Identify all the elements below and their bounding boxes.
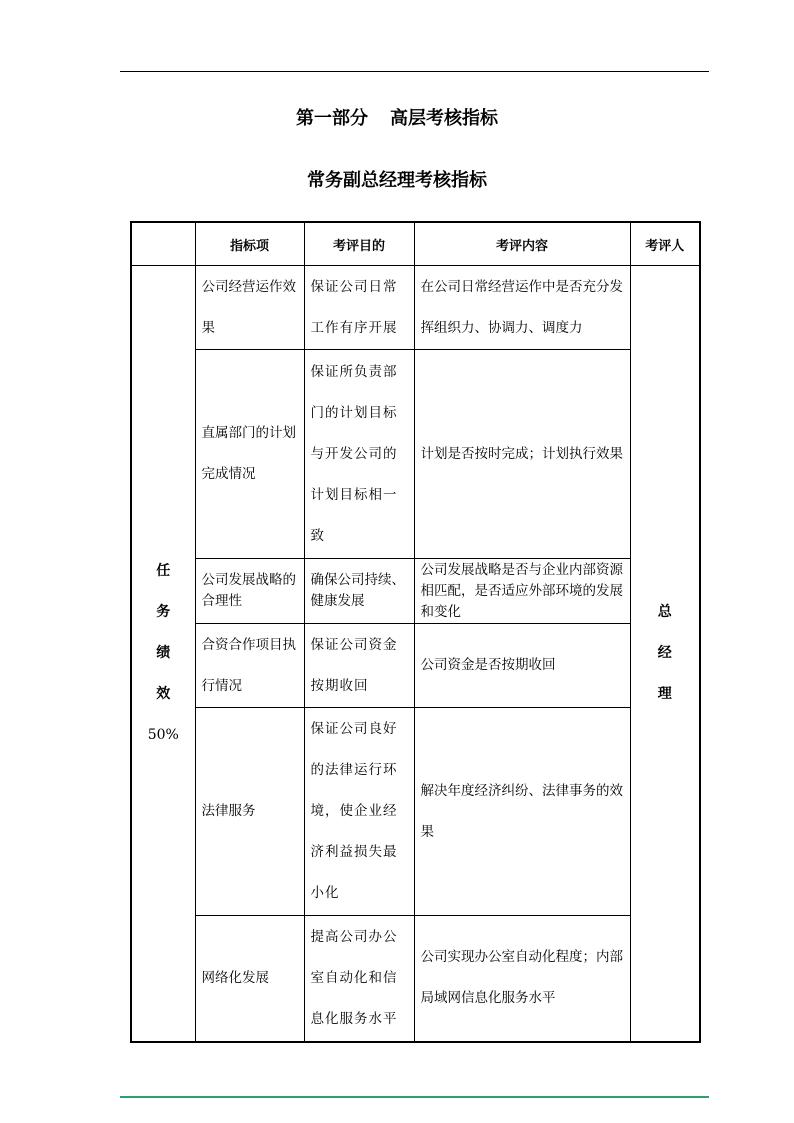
table-row [131, 624, 700, 708]
header-goal: 考评目的 [304, 222, 414, 266]
item-cell: 网络化发展 [195, 916, 304, 1042]
goal-cell: 保证所负责部门的计划目标与开发公司的计划目标相一致 [304, 350, 414, 559]
header-content: 考评内容 [414, 222, 630, 266]
item-cell: 公司经营运作效果 [195, 266, 304, 350]
table-row [131, 916, 700, 1042]
content-cell: 计划是否按时完成；计划执行效果 [414, 350, 630, 559]
category-cell [131, 266, 195, 1042]
header-rule [120, 71, 709, 72]
footer-rule [120, 1096, 709, 1098]
table-header-row [131, 222, 700, 266]
sub-title: 常务副总经理考核指标 [307, 170, 487, 191]
table-row [131, 708, 700, 916]
content-cell: 公司资金是否按期收回 [414, 624, 630, 708]
category-percent: 50% [147, 726, 179, 743]
goal-cell: 保证公司良好的法律运行环境，使企业经济利益损失最小化 [304, 708, 414, 916]
content-cell: 公司实现办公室自动化程度；内部局域网信息化服务水平 [414, 916, 630, 1042]
evaluator-char: 理 [657, 685, 672, 702]
goal-cell: 保证公司资金按期收回 [304, 624, 414, 708]
table-row [131, 350, 700, 559]
assessment-table [130, 221, 701, 1043]
evaluator-cell [630, 266, 700, 1042]
item-cell: 直属部门的计划完成情况 [195, 350, 304, 559]
evaluator-char: 经 [657, 644, 672, 661]
header-item: 指标项 [195, 222, 304, 266]
item-cell: 公司发展战略的合理性 [195, 559, 304, 624]
table-row [131, 266, 700, 350]
item-cell: 法律服务 [195, 708, 304, 916]
goal-cell: 提高公司办公室自动化和信息化服务水平 [304, 916, 414, 1042]
part-title [0, 104, 794, 130]
part-title-a: 第一部分 [296, 108, 368, 129]
item-cell: 合资合作项目执行情况 [195, 624, 304, 708]
evaluator-char: 总 [657, 603, 672, 620]
table-row [131, 559, 700, 624]
content-cell: 公司发展战略是否与企业内部资源相匹配，是否适应外部环境的发展和变化 [414, 559, 630, 624]
content-cell: 在公司日常经营运作中是否充分发挥组织力、协调力、调度力 [414, 266, 630, 350]
category-char: 绩 [156, 644, 171, 661]
content-cell: 解决年度经济纠纷、法律事务的效果 [414, 708, 630, 916]
part-title-b: 高层考核指标 [390, 108, 498, 129]
header-evaluator: 考评人 [630, 222, 700, 266]
category-char: 任 [156, 562, 171, 579]
category-char: 务 [156, 603, 171, 620]
goal-cell: 保证公司日常工作有序开展 [304, 266, 414, 350]
goal-cell: 确保公司持续、健康发展 [304, 559, 414, 624]
category-char: 效 [156, 685, 171, 702]
header-blank [131, 222, 195, 266]
